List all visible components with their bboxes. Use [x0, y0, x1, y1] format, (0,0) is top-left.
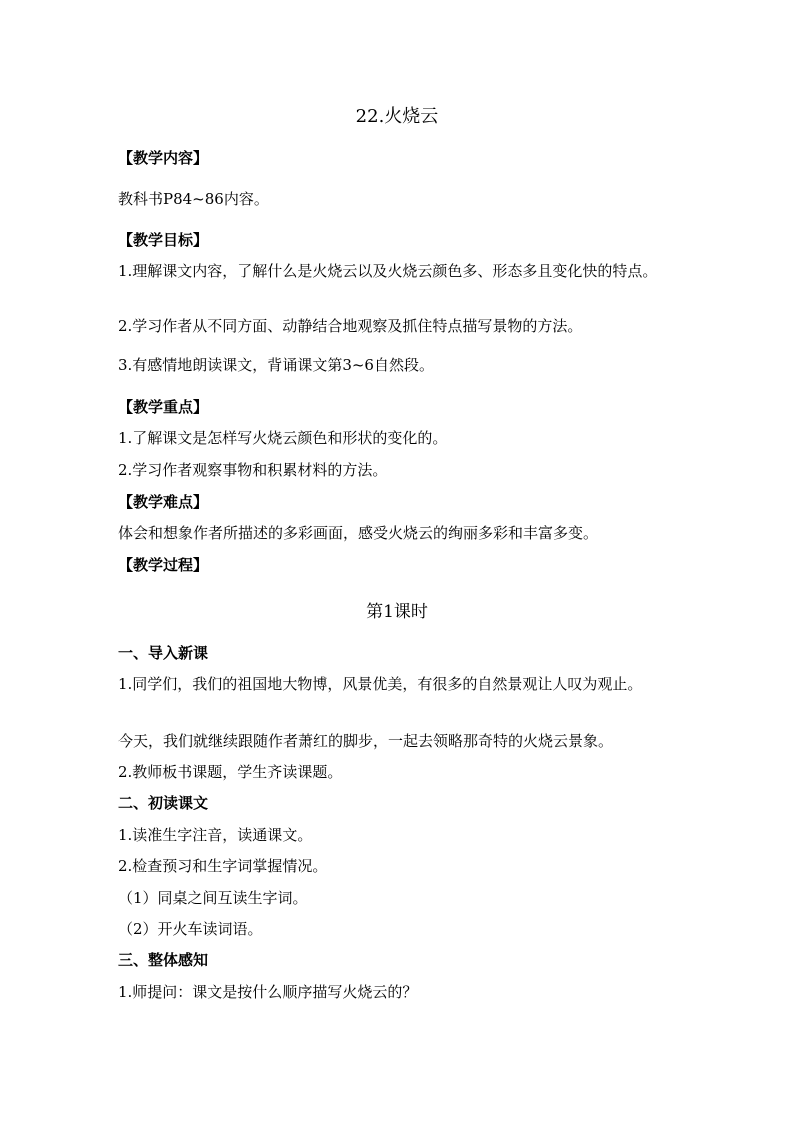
- step-3-item-1: 1.师提问：课文是按什么顺序描写火烧云的？: [118, 983, 418, 1001]
- document-title: 22.火烧云: [355, 106, 439, 127]
- step-1-item-2: 今天，我们就继续跟随作者萧红的脚步，一起去领略那奇特的火烧云景象。: [118, 732, 614, 750]
- step-2-item-2: 2.检查预习和生字词掌握情况。: [118, 857, 328, 875]
- section-heading-key-points: 【教学重点】: [118, 398, 209, 416]
- goal-item-3: 3.有感情地朗读课文，背诵课文第3~6自然段。: [118, 356, 434, 374]
- difficulty-paragraph: 体会和想象作者所描述的多彩画面，感受火烧云的绚丽多彩和丰富多变。: [118, 524, 599, 542]
- goal-item-2: 2.学习作者从不同方面、动静结合地观察及抓住特点描写景物的方法。: [118, 317, 583, 335]
- section-heading-process: 【教学过程】: [118, 556, 209, 574]
- goal-item-1: 1.理解课文内容，了解什么是火烧云以及火烧云颜色多、形态多且变化快的特点。: [118, 262, 658, 280]
- step-2-item-4: （2）开火车读词语。: [118, 920, 263, 938]
- step-heading-3: 三、整体感知: [118, 951, 209, 969]
- lesson-heading: 第1课时: [366, 602, 428, 622]
- step-heading-2: 二、初读课文: [118, 794, 209, 812]
- content-paragraph: 教科书P84~86内容。: [118, 190, 269, 208]
- section-heading-difficulties: 【教学难点】: [118, 493, 209, 511]
- key-point-2: 2.学习作者观察事物和积累材料的方法。: [118, 461, 388, 479]
- step-2-item-3: （1）同桌之间互读生字词。: [118, 889, 308, 907]
- section-heading-goals: 【教学目标】: [118, 231, 209, 249]
- section-heading-content: 【教学内容】: [118, 149, 209, 167]
- step-heading-1: 一、导入新课: [118, 644, 209, 662]
- step-1-item-3: 2.教师板书课题，学生齐读课题。: [118, 763, 343, 781]
- step-1-item-1: 1.同学们，我们的祖国地大物博，风景优美，有很多的自然景观让人叹为观止。: [118, 675, 643, 693]
- step-2-item-1: 1.读准生字注音，读通课文。: [118, 826, 313, 844]
- key-point-1: 1.了解课文是怎样写火烧云颜色和形状的变化的。: [118, 429, 448, 447]
